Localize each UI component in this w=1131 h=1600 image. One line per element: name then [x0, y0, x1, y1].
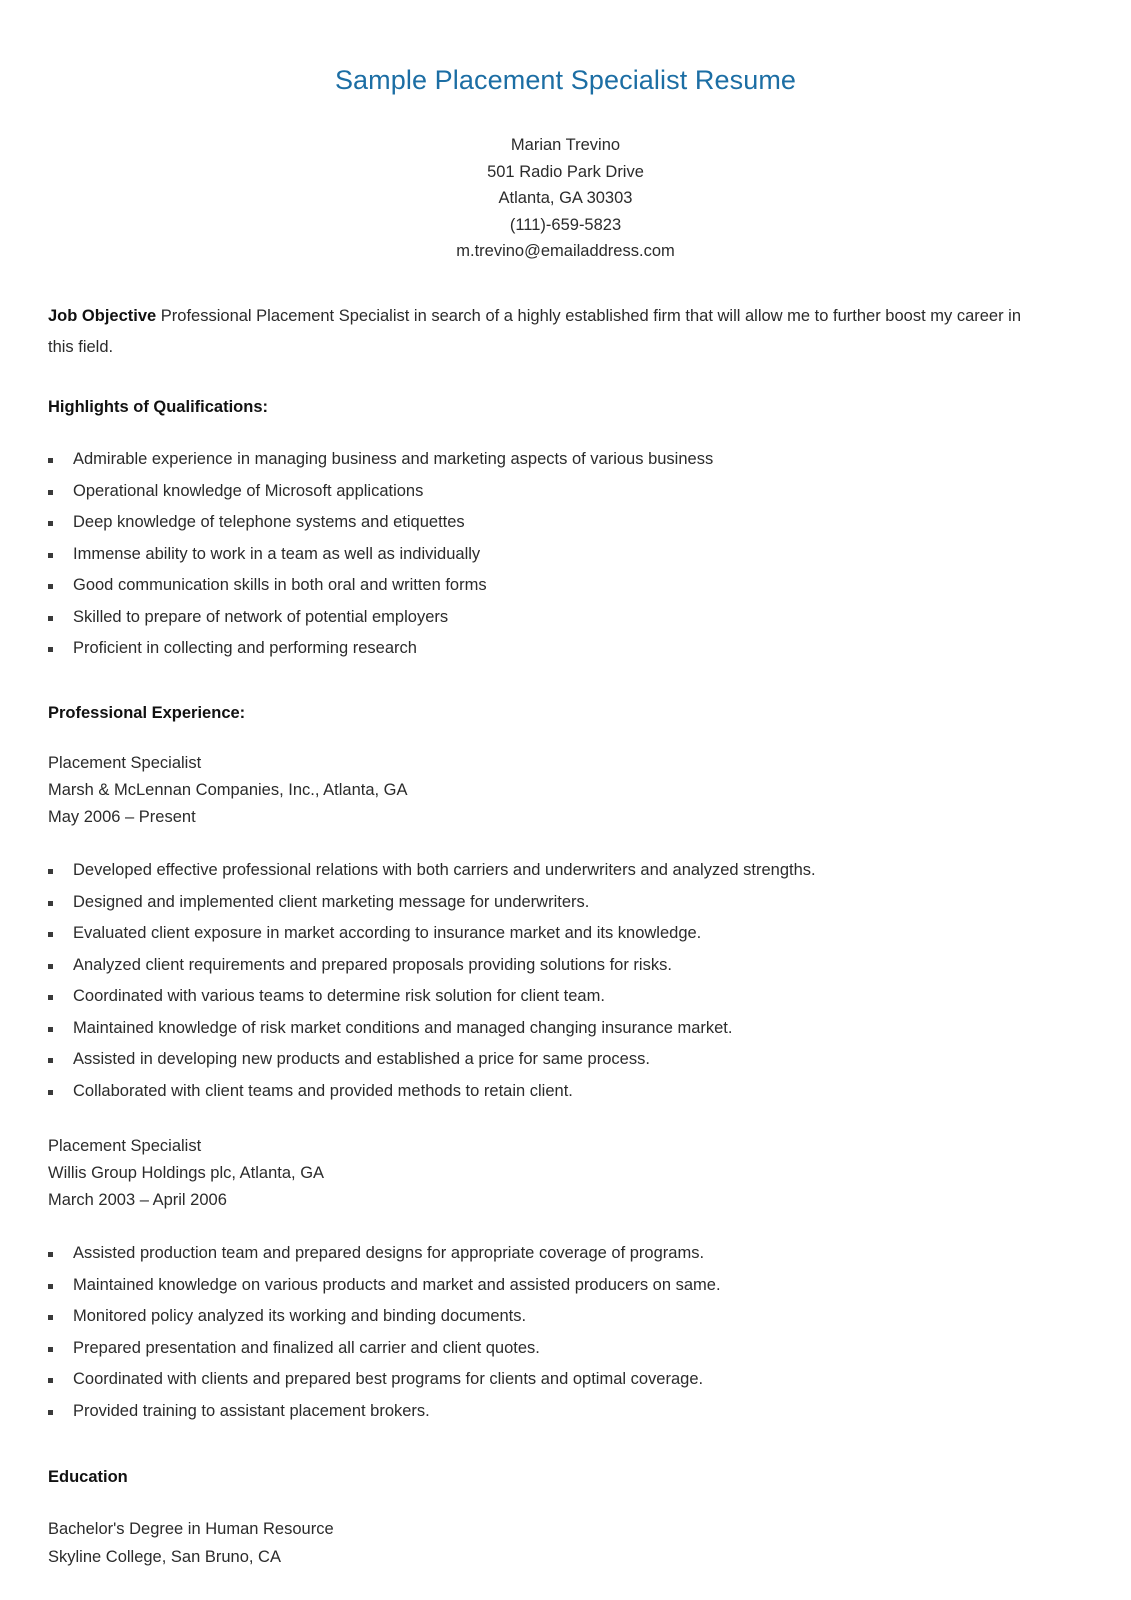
section-heading-education: Education — [48, 1468, 128, 1487]
education-degree: Bachelor's Degree in Human Resource — [48, 1519, 334, 1538]
contact-block — [48, 132, 1083, 265]
list-item: Assisted in developing new products and established a price for same process. — [48, 1044, 1083, 1076]
list-item: Assisted production team and prepared designs for appropriate coverage of programs. — [48, 1238, 1083, 1270]
list-item: Admirable experience in managing business and marketing aspects of various business — [48, 444, 1083, 476]
list-item: Provided training to assistant placement brokers. — [48, 1396, 1083, 1428]
job-title: Placement Specialist — [48, 1137, 202, 1156]
job-dates: May 2006 – Present — [48, 808, 196, 827]
list-item: Developed effective professional relations with both carriers and underwriters and analyzed strengths. — [48, 855, 1083, 887]
contact-phone: (111)-659-5823 — [509, 215, 622, 234]
job-company: Marsh & McLennan Companies, Inc., Atlanta, GA — [48, 781, 408, 800]
section-heading-experience: Professional Experience: — [48, 703, 246, 722]
contact-name: Marian Trevino — [510, 136, 621, 155]
job-objective-label: Job Objective — [48, 306, 157, 325]
contact-email: m.trevino@emailaddress.com — [456, 242, 675, 261]
job-objective — [48, 301, 1026, 363]
contact-street: 501 Radio Park Drive — [487, 162, 644, 181]
list-item: Deep knowledge of telephone systems and etiquettes — [48, 507, 1083, 539]
list-item: Proficient in collecting and performing research — [48, 633, 1083, 665]
list-item: Coordinated with clients and prepared best programs for clients and optimal coverage. — [48, 1364, 1083, 1396]
education-entry — [48, 1515, 1083, 1571]
list-item: Monitored policy analyzed its working and binding documents. — [48, 1301, 1083, 1333]
list-item: Skilled to prepare of network of potential employers — [48, 602, 1083, 634]
job-duties-list — [48, 855, 1083, 1107]
list-item: Maintained knowledge on various products and market and assisted producers on same. — [48, 1270, 1083, 1302]
job-duties-list — [48, 1238, 1083, 1427]
list-item: Prepared presentation and finalized all carrier and client quotes. — [48, 1333, 1083, 1365]
job-company: Willis Group Holdings plc, Atlanta, GA — [48, 1164, 325, 1183]
page-title: Sample Placement Specialist Resume — [334, 65, 797, 95]
highlights-list — [48, 444, 1083, 665]
list-item: Evaluated client exposure in market according to insurance market and its knowledge. — [48, 918, 1083, 950]
list-item: Designed and implemented client marketing message for underwriters. — [48, 887, 1083, 919]
job-entry — [48, 1133, 1083, 1214]
list-item: Analyzed client requirements and prepared proposals providing solutions for risks. — [48, 950, 1083, 982]
list-item: Collaborated with client teams and provided methods to retain client. — [48, 1076, 1083, 1108]
job-title: Placement Specialist — [48, 754, 202, 773]
list-item: Maintained knowledge of risk market conditions and managed changing insurance market. — [48, 1013, 1083, 1045]
list-item: Good communication skills in both oral and written forms — [48, 570, 1083, 602]
section-heading-highlights: Highlights of Qualifications: — [48, 397, 268, 416]
list-item: Operational knowledge of Microsoft applications — [48, 476, 1083, 508]
list-item: Immense ability to work in a team as well as individually — [48, 539, 1083, 571]
job-entry — [48, 750, 1083, 831]
job-objective-text: Professional Placement Specialist in search of a highly established firm that will allow me to further boost my career in this field. — [48, 306, 1022, 356]
list-item: Coordinated with various teams to determine risk solution for client team. — [48, 981, 1083, 1013]
job-dates: March 2003 – April 2006 — [48, 1191, 227, 1210]
education-school: Skyline College, San Bruno, CA — [48, 1547, 281, 1566]
contact-city-state-zip: Atlanta, GA 30303 — [498, 189, 633, 208]
